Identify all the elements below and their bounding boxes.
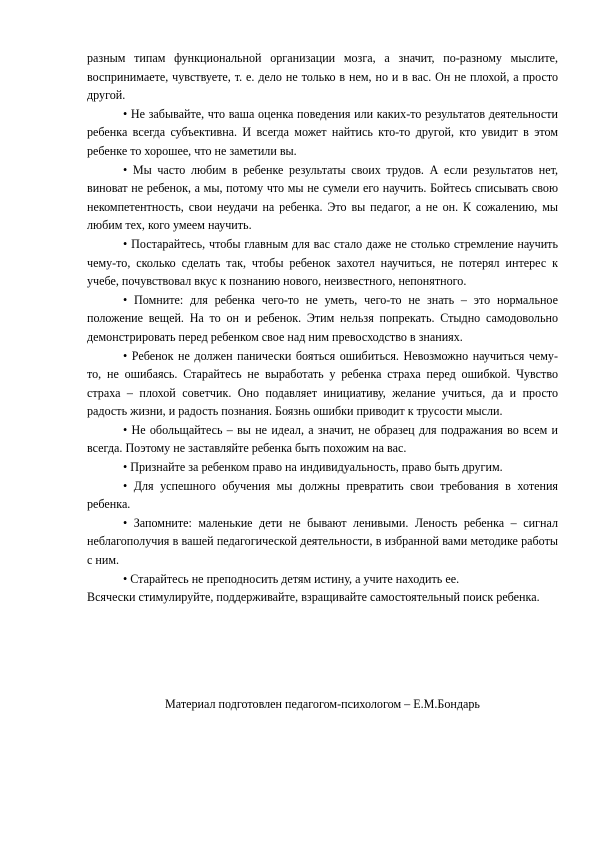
bullet-item-individuality: • Признайте за ребенком право на индивидуальность, право быть другим. — [123, 460, 503, 475]
paragraph-continuation: разным типам функциональной организации мозга, а значит, по-разному мыслите, воспринимаете, чувствуете, т. е. дело не только в нем, но и в вас. Он не плохой, а просто другой. — [87, 51, 558, 103]
bullet-item-evaluation: • Не забывайте, что ваша оценка поведения или каких-то результатов деятельности ребенка всегда субъективна. И всегда может найтись кто-то другой, кто увидит в этом ребенке то хорошее, что не заметили вы. — [87, 106, 558, 158]
bullet-item-motivation: • Постарайтесь, чтобы главным для вас стало даже не столько стремление научить чему-то, сколько сделать так, чтобы ребенок захотел научиться, не потерял интерес к учебе, почувствовал вкус к познанию нового, неизвестного, непонятного. — [87, 236, 558, 289]
bullet-item-not-ideal: • Не обольщайтесь – вы не идеал, а значит, не образец для подражания во всем и всегда. Поэтому не заставляйте ребенка быть похожим на вас. — [87, 422, 558, 456]
bullet-item-not-knowing: • Помните: для ребенка чего-то не уметь, чего-то не знать – это нормальное положение вещей. На то он и ребенок. Этим нельзя попрекать. Стыдно самодовольно демонстрировать перед ребенком свое над ним превосходство в знаниях. — [87, 292, 558, 344]
bullet-item-requirements: • Для успешного обучения мы должны превратить свои требования в хотения ребенка. — [87, 478, 558, 512]
paragraph-closing: Всячески стимулируйте, поддерживайте, взращивайте самостоятельный поиск ребенка. — [87, 590, 540, 605]
bullet-item-truth: • Старайтесь не преподносить детям истину, а учите находить ее. — [123, 571, 460, 586]
bullet-item-mistakes: • Ребенок не должен панически бояться ошибиться. Невозможно научиться чему-то, не ошибаясь. Старайтесь не выработать у ребенка страха перед ошибкой. Чувство страха – плохой советчик. Оно подавляет инициативу, желание учиться, да и просто радость жизни, и радость познания. Боязнь ошибки приводит к трусости мысли. — [87, 348, 558, 419]
author-credit: Материал подготовлен педагогом-психологом – Е.М.Бондарь — [165, 697, 480, 711]
bullet-item-laziness: • Запомните: маленькие дети не бывают ленивыми. Леность ребенка – сигнал неблагополучия в вашей педагогической деятельности, в избранной вами методике работы с ним. — [87, 515, 558, 568]
document-body — [87, 49, 558, 607]
bullet-item-results: • Мы часто любим в ребенке результаты своих трудов. А если результатов нет, виноват не ребенок, а мы, потому что мы не сумели его научить. Бойтесь списывать свою некомпетентность, свои неудачи на ребенка. Это вы педагог, а не он. К сожалению, мы любим тех, кого умеем научить. — [87, 162, 558, 233]
